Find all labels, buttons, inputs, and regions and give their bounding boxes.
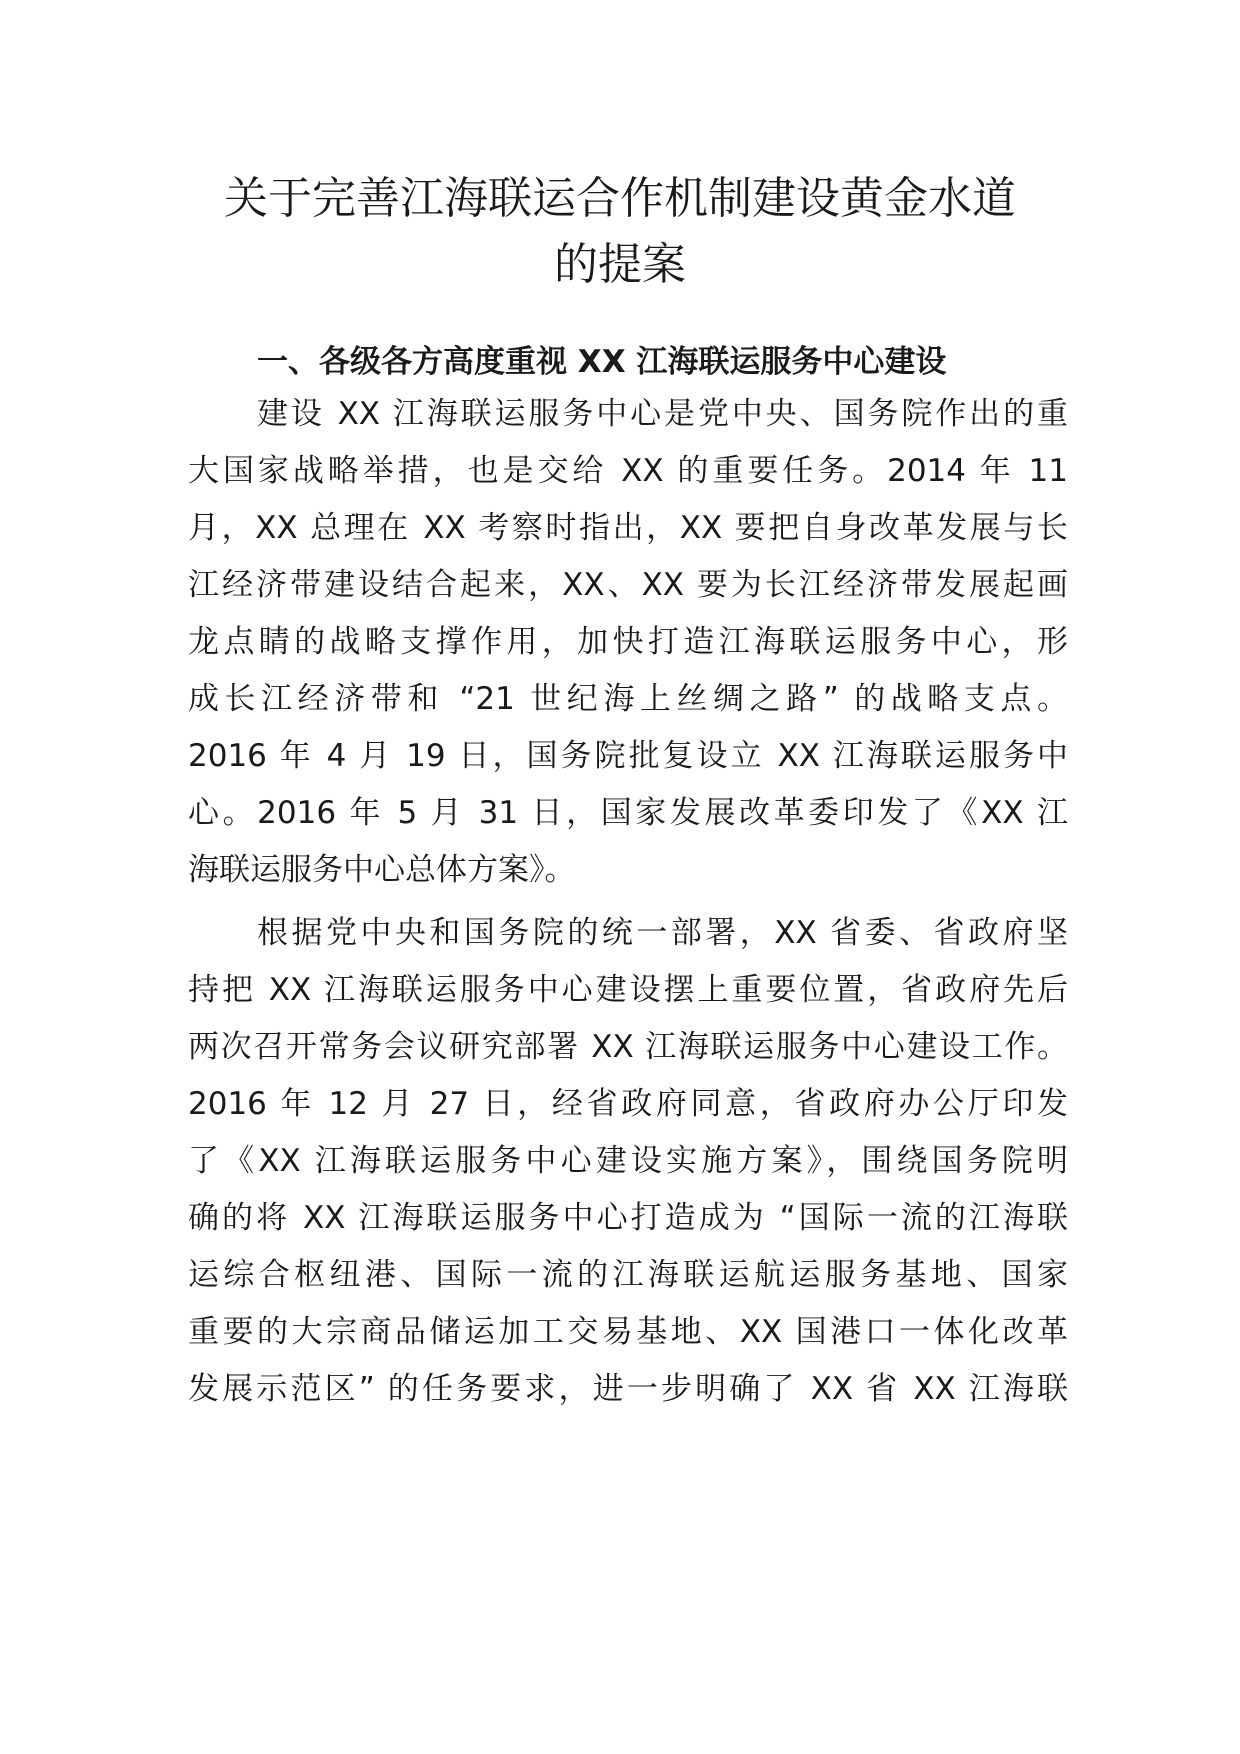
- paragraph-1-line: 龙点睛的战略支撑作用，加快打造江海联运服务中心，形: [188, 624, 1068, 660]
- title-line-1: 关于完善江海联运合作机制建设黄金水道: [224, 173, 1016, 224]
- paragraph-2-line: 运综合枢纽港、国际一流的江海联运航运服务基地、国家: [188, 1257, 1068, 1293]
- paragraph-2-line: 重要的大宗商品储运加工交易基地、XX 国港口一体化改革: [188, 1314, 1068, 1350]
- paragraph-1-line: 大国家战略举措，也是交给 XX 的重要任务。2014 年 11: [188, 453, 1068, 489]
- paragraph-1-line: 建设 XX 江海联运服务中心是党中央、国务院作出的重: [257, 396, 1068, 432]
- paragraph-2-line: 发展示范区” 的任务要求，进一步明确了 XX 省 XX 江海联: [188, 1371, 1068, 1407]
- paragraph-2-line: 根据党中央和国务院的统一部署，XX 省委、省政府坚: [257, 915, 1068, 951]
- section-heading: 一、各级各方高度重视 XX 江海联运服务中心建设: [257, 344, 947, 380]
- paragraph-2-line: 两次召开常务会议研究部署 XX 江海联运服务中心建设工作。: [188, 1029, 1068, 1065]
- paragraph-1-line: 成长江经济带和 “21 世纪海上丝绸之路” 的战略支点。: [188, 681, 1068, 717]
- paragraph-1-line: 海联运服务中心总体方案》。: [188, 852, 576, 888]
- paragraph-2-line: 了《XX 江海联运服务中心建设实施方案》，围绕国务院明: [188, 1143, 1068, 1179]
- paragraph-2-line: 2016 年 12 月 27 日，经省政府同意，省政府办公厅印发: [188, 1086, 1068, 1122]
- title-line-2: 的提案: [554, 239, 686, 290]
- paragraph-1-line: 月，XX 总理在 XX 考察时指出，XX 要把自身改革发展与长: [188, 510, 1068, 546]
- paragraph-1-line: 心。2016 年 5 月 31 日，国家发展改革委印发了《XX 江: [188, 795, 1068, 831]
- paragraph-2-line: 持把 XX 江海联运服务中心建设摆上重要位置，省政府先后: [188, 972, 1068, 1008]
- document-title: [160, 166, 1080, 298]
- paragraph-1-line: 2016 年 4 月 19 日，国务院批复设立 XX 江海联运服务中: [188, 738, 1068, 774]
- paragraph-2-line: 确的将 XX 江海联运服务中心打造成为 “国际一流的江海联: [188, 1200, 1068, 1236]
- paragraph-1-line: 江经济带建设结合起来，XX、XX 要为长江经济带发展起画: [188, 567, 1068, 603]
